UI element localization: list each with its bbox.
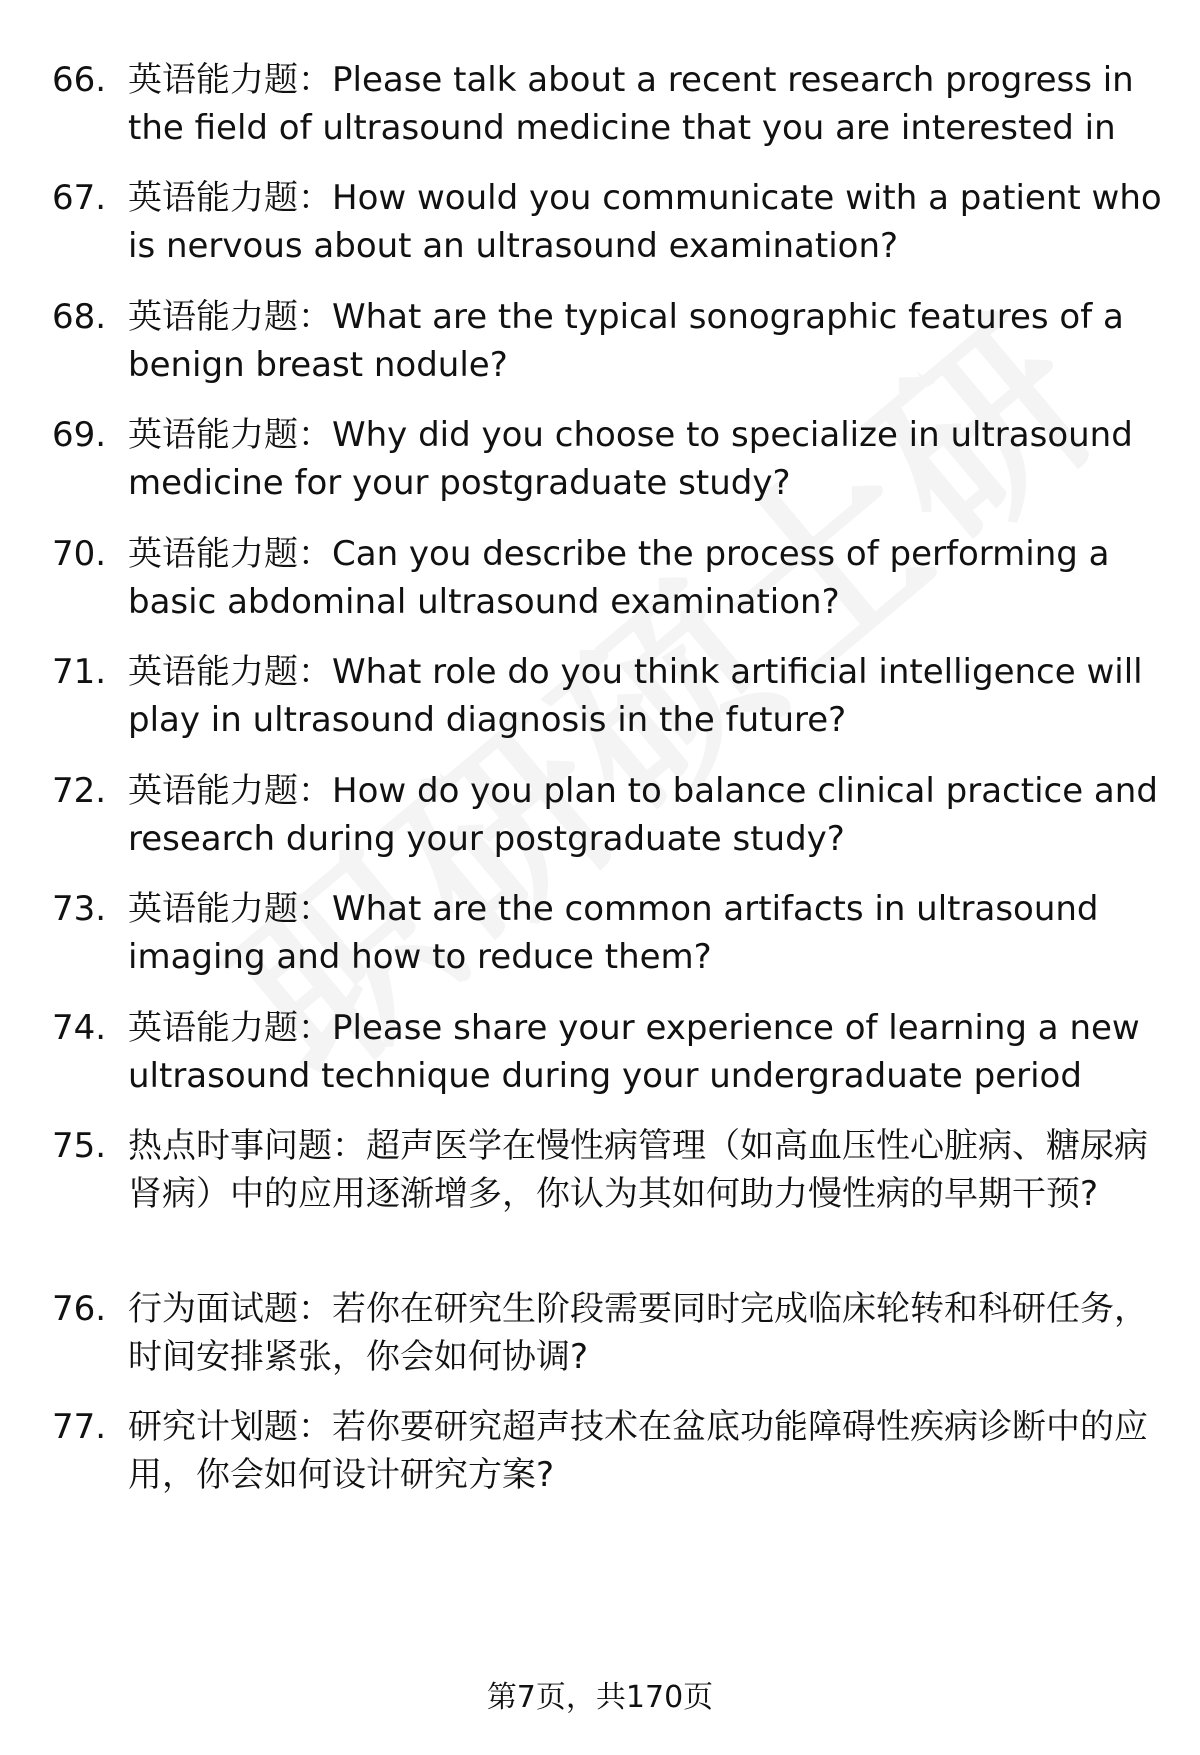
question-number: 69.	[52, 415, 107, 455]
question-category: 英语能力题：	[128, 1008, 332, 1048]
question-text-block	[128, 1403, 1168, 1499]
question-category: 英语能力题：	[128, 889, 332, 929]
question-text: What are the typical sonographic features of a benign breast nodule?	[128, 297, 1124, 385]
question-category: 英语能力题：	[128, 60, 332, 100]
question-text: Please share your experience of learning a new ultrasound technique during your undergraduate period	[128, 1008, 1140, 1096]
question-text: What role do you think artificial intelligence will play in ultrasound diagnosis in the future?	[128, 652, 1143, 740]
question-category: 行为面试题：	[128, 1289, 332, 1329]
question-number: 71.	[52, 652, 107, 692]
question-text-block	[128, 411, 1168, 507]
question-text-block	[128, 530, 1168, 626]
question-category: 英语能力题：	[128, 297, 332, 337]
question-number: 68.	[52, 297, 107, 337]
question-text: 若你要研究超声技术在盆底功能障碍性疾病诊断中的应用，你会如何设计研究方案?	[128, 1407, 1148, 1495]
question-text: How do you plan to balance clinical practice and research during your postgraduate study?	[128, 771, 1158, 859]
question-text: 超声医学在慢性病管理（如高血压性心脏病、糖尿病肾病）中的应用逐渐增多，你认为其如何助力慢性病的早期干预?	[128, 1126, 1148, 1214]
page-footer	[0, 1678, 1200, 1718]
question-text: 若你在研究生阶段需要同时完成临床轮转和科研任务，时间安排紧张，你会如何协调?	[128, 1289, 1148, 1377]
question-text-block	[128, 767, 1168, 863]
question-text-block	[128, 1122, 1168, 1218]
question-number: 70.	[52, 534, 107, 574]
question-text: How would you communicate with a patient who is nervous about an ultrasound examination?	[128, 178, 1162, 266]
question-number: 67.	[52, 178, 107, 218]
question-text-block	[128, 1004, 1168, 1100]
question-number: 66.	[52, 60, 107, 100]
question-text: Why did you choose to specialize in ultrasound medicine for your postgraduate study?	[128, 415, 1133, 503]
question-number: 77.	[52, 1407, 107, 1447]
question-text-block	[128, 648, 1168, 744]
question-text-block	[128, 1285, 1168, 1381]
question-text-block	[128, 56, 1168, 152]
question-number: 74.	[52, 1008, 107, 1048]
question-text-block	[128, 174, 1168, 270]
question-text-block	[128, 293, 1168, 389]
question-number: 76.	[52, 1289, 107, 1329]
question-category: 英语能力题：	[128, 415, 332, 455]
question-text: What are the common artifacts in ultrasound imaging and how to reduce them?	[128, 889, 1099, 977]
question-category: 热点时事问题：	[128, 1126, 366, 1166]
question-category: 英语能力题：	[128, 652, 332, 692]
question-category: 研究计划题：	[128, 1407, 332, 1447]
question-category: 英语能力题：	[128, 771, 332, 811]
question-number: 73.	[52, 889, 107, 929]
question-text: Can you describe the process of performing a basic abdominal ultrasound examination?	[128, 534, 1110, 622]
question-text: Please talk about a recent research progress in the field of ultrasound medicine that you are interested in	[128, 60, 1134, 148]
question-number: 72.	[52, 771, 107, 811]
page-number-label: 第7页，共170页	[486, 1680, 714, 1715]
question-number: 75.	[52, 1126, 107, 1166]
question-category: 英语能力题：	[128, 178, 332, 218]
question-category: 英语能力题：	[128, 534, 332, 574]
question-text-block	[128, 885, 1168, 981]
